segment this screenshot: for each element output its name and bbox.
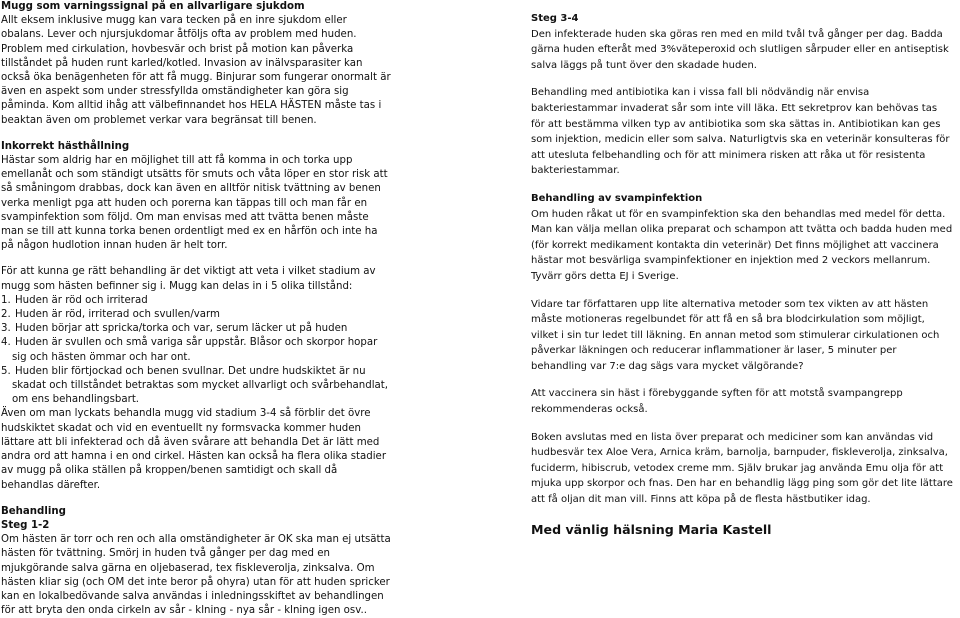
step34-heading: Steg 3-4	[531, 13, 579, 24]
stage-intro-paragraph: För att kunna ge rätt behandling är det viktigt att veta i vilket stadium av mugg som hästen befinner sig i. Mugg kan delas in i 5 olika tillstånd:	[1, 266, 376, 292]
list-item-text: Huden är röd och irriterad	[15, 294, 148, 306]
list-item-number: 4.	[1, 337, 11, 349]
step34-paragraph: Den infekterade huden ska göras ren med en mild tvål två gånger per dag. Badda gärna huden efteråt med 3%väteperoxid och slutligen sårpuder eller en antiseptisk salva läggs på tunt över den skadade huden.	[531, 28, 949, 71]
vaccine-paragraph: Att vaccinera sin häst i förebyggande syften för att motstå svampangrepp rekommenderas också.	[531, 388, 903, 416]
list-item-number: 2.	[1, 309, 11, 321]
list-item-text: Huden blir förtjockad och benen svullnar. Det undre hudskiktet är nu skadat och tillståndet betraktas som mycket allvarligt och svårbehandlat, om ens behandlingsbart.	[12, 365, 389, 406]
fungal-heading: Behandling av svampinfektion	[531, 192, 703, 204]
step12-paragraph: Om hästen är torr och ren och alla omständigheter är OK ska man ej utsätta hästen för tvättning. Smörj in huden två gånger per dag med en mjukgörande salva gärna en oljebaserad, tex fiskleverolja, zinksalva. Om hästen kliar sig (och OM det inte beror på ohyra) utan för att huden spricker kan en lokalbedövande salva användas i inledningsskiftet av behandlingen för att bryta den onda cirkeln av sår - klning - nya sår - klning igen osv..	[1, 534, 391, 617]
intro-heading: Mugg som varningssignal på en allvarligare sjukdom	[1, 1, 305, 12]
right-column	[531, 11, 953, 520]
treatment-heading: Behandling	[1, 505, 66, 517]
stage-paragraph: Även om man lyckats behandla mugg vid stadium 3-4 så förblir det övre hudskiktet skadat och vid en eventuellt ny formsvacka kommer huden lättare att bli infekterad och då även svårare att behandla Det är lätt med andra ord att hamna i en ond cirkel. Hästen kan också ha flera olika stadier av mugg på olika ställen på kroppen/benen samtidigt och skall då behandlas därefter.	[1, 408, 387, 491]
step12-heading: Steg 1-2	[1, 519, 50, 531]
signature: Med vänlig hälsning Maria Kastell	[531, 522, 772, 537]
intro-paragraph: Allt eksem inklusive mugg kan vara tecken på en inre sjukdom eller obalans. Lever och njursjukdomar åtföljs ofta av problem med huden. Problem med cirkulation, hovbesvär och brist på motion kan påverka tillståndet på huden runt karled/kotled. Invasion av inälvsparasiter kan också öka benägenheten för att få mugg. Binjurar som fungerar onormalt är även en aspekt som under stressfyllda omständigheter kan göra sig påminda. Kom alltid ihåg att välbefinnandet hos HELA HÄSTEN måste tas i beaktan även om problemet verkar vara begränsat till benen.	[1, 15, 391, 126]
care-paragraph: Hästar som aldrig har en möjlighet till att få komma in och torka upp emellanåt och som ständigt utsätts för smuts och våta löper en stor risk att så småningom drabbas, dock kan även en alltför nitisk tvättning av benen verka menligt pga att huden och porerna kan täppas till och man får en svampinfektion som följd. Om man envisas med att tvätta benen måste man se till att kunna torka benen ordentligt med ex en hårfön och inte ha på någon hudlotion innan huden är helt torr.	[1, 155, 388, 252]
list-item-number: 3.	[1, 323, 11, 335]
list-item-text: Huden är svullen och små variga sår uppstår. Blåsor och skorpor hopar sig och hästen ömmar och har ont.	[12, 337, 378, 363]
list-item-number: 1.	[1, 294, 11, 306]
stage-list	[1, 294, 391, 408]
list-item	[1, 365, 391, 408]
antibiotics-paragraph: Behandling med antibiotika kan i vissa fall bli nödvändig när envisa bakteriestammar invaderat sår som inte vill läka. Ett sekretprov kan behövas tas för att bestämma vilken typ av antibiotika som ska sättas in. Antibiotikan kan ges som injektion, medicin eller som salva. Naturligtvis ska en veterinär konsulteras för att utesluta felbehandling och för att minimera risken att råka ut för resistenta bakteriestammar.	[531, 87, 950, 177]
book-paragraph: Boken avslutas med en lista över preparat och mediciner som kan användas vid hudbesvär tex Aloe Vera, Arnica kräm, barnolja, barnpuder, fiskleverolja, zinksalva, fuciderm, hibiscrub, vetodex creme mm. Själv brukar jag använda Emu olja för att mjuka upp skorpor och fnas. Den har en behandlig lägg ping som gör det lite lättare att få oljan dit man vill. Finns att köpa på de flesta hästbutiker idag.	[531, 431, 953, 506]
care-heading: Inkorrekt hästhållning	[1, 140, 130, 152]
list-item	[1, 294, 391, 308]
list-item-text: Huden börjar att spricka/torka och var, serum läcker ut på huden	[15, 323, 348, 335]
list-item	[1, 308, 391, 322]
fungal-paragraph: Om huden råkat ut för en svampinfektion ska den behandlas med medel för detta. Man kan välja mellan olika preparat och schampon att tvätta och badda huden med (för korrekt medikament kontakta din veterinär) Det finns möjlighet att vaccinera hästar mot besvärliga svampinfektioner en injektion med 2 veckors mellanrum. Tyvärr görs detta EJ i Sverige.	[531, 208, 953, 282]
laser-paragraph: Vidare tar författaren upp lite alternativa metoder som tex vikten av att hästen måste motioneras regelbundet för att få en så bra blodcirkulation som möjligt, vilket i sin tur ledet till läkning. En annan metod som stimulerar cirkulationen och påverkar läkningen och reducerar inflammationer är laser, 5 minuter per behandling var 7:e dag sägs vara mycket välgörande?	[531, 298, 940, 372]
list-item	[1, 322, 391, 336]
list-item-text: Huden är röd, irriterad och svullen/varm	[15, 309, 220, 321]
list-item-number: 5.	[1, 365, 11, 377]
list-item	[1, 336, 391, 364]
left-column	[1, 0, 391, 618]
